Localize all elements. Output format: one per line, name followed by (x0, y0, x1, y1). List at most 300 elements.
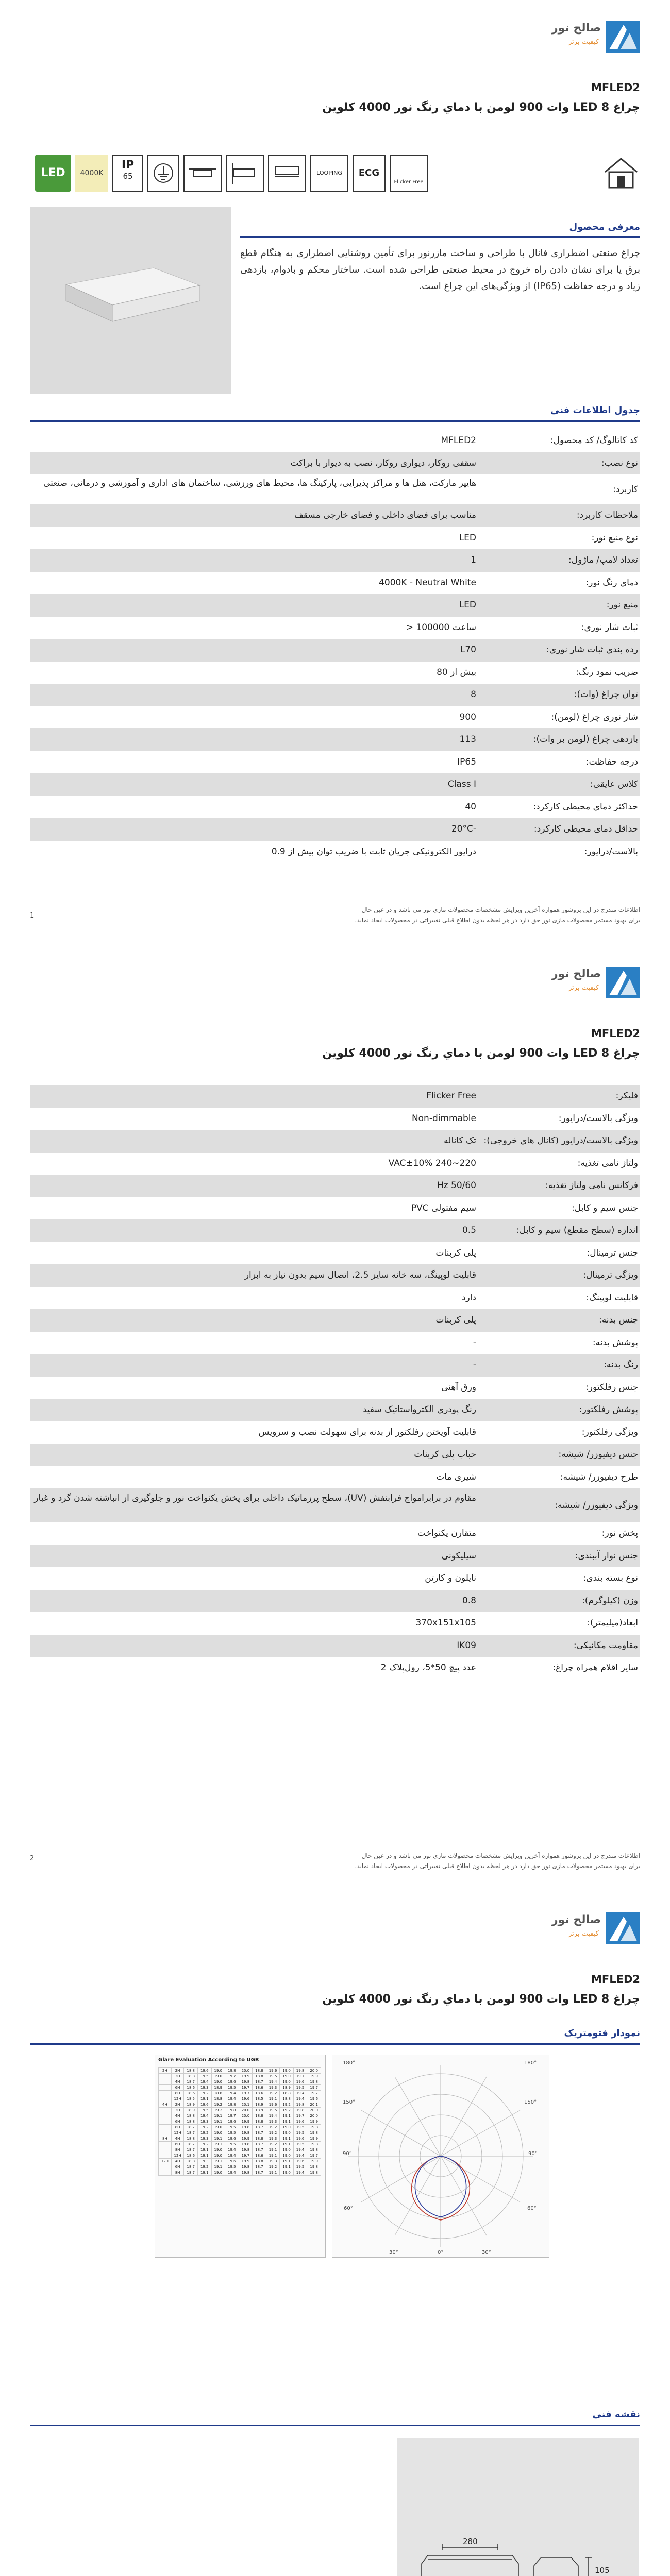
ugr-cell (159, 2108, 172, 2113)
spec-value: دارد (461, 1292, 476, 1303)
spec-row (30, 1657, 640, 1680)
ugr-cell: 19.8 (225, 2068, 239, 2074)
ugr-cell: 19.8 (307, 2147, 321, 2153)
polar-curve-svg (332, 2055, 549, 2257)
ugr-cell: 20.0 (307, 2113, 321, 2119)
ugr-cell: 18.7 (253, 2147, 266, 2153)
spec-value: IK09 (457, 1640, 476, 1651)
ugr-cell: 18.9 (184, 2108, 198, 2113)
ugr-cell: 19.1 (280, 2142, 294, 2147)
ugr-cell: 4H (159, 2102, 172, 2108)
spec-value: ساعت 100000 < (406, 622, 476, 633)
ugr-cell: 19.7 (239, 2085, 253, 2091)
spec-value: 900 (459, 711, 476, 722)
spec-row (30, 1567, 640, 1590)
spec-label: جنس سیم و کابل: (571, 1202, 638, 1213)
ugr-cell: 19.3 (266, 2136, 280, 2142)
ugr-row (159, 2108, 321, 2113)
spec-label: اندازه (سطح مقطع) سیم و کابل: (516, 1225, 638, 1235)
ugr-cell: 19.5 (197, 2074, 211, 2079)
spec-label: ویژگی بالاست/درایور: (558, 1113, 638, 1124)
ugr-row (159, 2102, 321, 2108)
spec-row (30, 1332, 640, 1354)
ugr-cell: 19.4 (225, 2096, 239, 2102)
spec-row (30, 796, 640, 819)
ugr-cell: 18.7 (253, 2142, 266, 2147)
ugr-cell: 19.8 (239, 2125, 253, 2130)
spec-table-page-2 (30, 1085, 640, 1680)
ugr-cell: 19.5 (293, 2085, 307, 2091)
product-photo (30, 207, 231, 394)
spec-row (30, 617, 640, 639)
spec-value: 8 (471, 689, 476, 700)
ugr-cell: 18.8 (184, 2119, 198, 2125)
spec-value: 220~240 VAC±10% (388, 1158, 476, 1168)
spec-label: ویژگی رفلکتور: (581, 1427, 638, 1437)
ugr-cell (159, 2164, 172, 2170)
house-icon (602, 155, 640, 192)
ugr-cell: 12H (171, 2096, 184, 2102)
ugr-cell: 19.1 (211, 2142, 225, 2147)
spec-value: قابلیت آویختن رفلکتور از بدنه برای سهولت نصب و سرویس (258, 1427, 476, 1437)
spec-label: شار نوری چراغ (لومن): (551, 711, 638, 722)
ugr-cell: 6H (171, 2142, 184, 2147)
ugr-cell: 6H (171, 2085, 184, 2091)
ugr-cell: 18.8 (184, 2113, 198, 2119)
polar-label-c: 150° (343, 2099, 356, 2105)
drawing-heading: نقشه فنی (592, 2409, 640, 2420)
product-code: MFLED2 (591, 81, 640, 94)
ugr-cell: 18.9 (184, 2102, 198, 2108)
ugr-cell: 19.4 (293, 2091, 307, 2096)
ugr-cell: 18.8 (253, 2159, 266, 2164)
spec-row (30, 474, 640, 504)
ugr-cell: 19.1 (266, 2153, 280, 2159)
ugr-cell: 18.7 (184, 2125, 198, 2130)
polar-label-f: 90° (528, 2151, 538, 2157)
technical-drawing (397, 2438, 639, 2576)
spec-value: MFLED2 (441, 435, 476, 446)
spec-value: 0.8 (462, 1595, 476, 1606)
spec-row (30, 572, 640, 595)
ugr-cell: 19.4 (293, 2170, 307, 2176)
ugr-cell: 18.8 (253, 2074, 266, 2079)
spec-value: - (473, 1360, 476, 1370)
ugr-cell: 19.8 (239, 2170, 253, 2176)
ugr-cell: 19.6 (293, 2119, 307, 2125)
polar-label-d: 150° (524, 2099, 537, 2105)
polar-label-h: 60° (527, 2206, 537, 2211)
ugr-cell: 19.5 (197, 2108, 211, 2113)
spec-value: LED (459, 532, 476, 543)
ugr-cell: 20.1 (239, 2102, 253, 2108)
ugr-cell: 19.8 (293, 2102, 307, 2108)
ugr-cell: 18.6 (184, 2091, 198, 2096)
ugr-cell: 2H (159, 2068, 172, 2074)
spec-value: قابلیت لوپینگ، سه خانه سایز 2.5، اتصال سیم بدون نیاز به ابزار (244, 1270, 476, 1280)
ugr-cell: 19.4 (225, 2170, 239, 2176)
ugr-cell: 19.4 (225, 2153, 239, 2159)
ugr-cell: 19.6 (266, 2102, 280, 2108)
ugr-cell: 19.2 (197, 2130, 211, 2136)
spec-label: نوع نصب: (601, 457, 638, 468)
looping-badge: LOOPING (310, 155, 348, 192)
ugr-cell: 19.8 (307, 2164, 321, 2170)
ugr-cell: 19.4 (225, 2091, 239, 2096)
ugr-cell (159, 2119, 172, 2125)
spec-value: پلی کربنات (435, 1315, 476, 1325)
ugr-cell: 19.8 (307, 2142, 321, 2147)
ugr-cell: 3H (171, 2108, 184, 2113)
dim-top-label: 280 (463, 2537, 478, 2546)
feature-icons (30, 155, 640, 193)
ugr-row (159, 2096, 321, 2102)
spec-row (30, 1264, 640, 1287)
ugr-row (159, 2113, 321, 2119)
ugr-cell: 19.8 (293, 2068, 307, 2074)
ugr-cell: 19.3 (266, 2159, 280, 2164)
spec-row (30, 706, 640, 729)
ugr-cell: 8H (171, 2147, 184, 2153)
spec-row (30, 1444, 640, 1466)
ugr-row (159, 2147, 321, 2153)
ugr-cell: 19.1 (211, 2164, 225, 2170)
ugr-cell: 19.1 (266, 2170, 280, 2176)
spec-value: حباب پلی کربنات (414, 1449, 476, 1460)
spec-value: سیلیکونی (441, 1550, 476, 1561)
ugr-cell: 18.8 (253, 2136, 266, 2142)
spec-value: بیش از 80 (437, 667, 476, 677)
ugr-cell: 19.1 (280, 2119, 294, 2125)
ugr-cell: 19.8 (239, 2164, 253, 2170)
ugr-cell: 19.7 (293, 2074, 307, 2079)
spec-label: وزن (کیلوگرم): (582, 1595, 638, 1606)
ugr-cell: 19.0 (280, 2147, 294, 2153)
intro-heading-rule (240, 236, 640, 238)
spec-value: نایلون و کارتن (425, 1573, 476, 1583)
spec-label: پوشش بدنه: (592, 1337, 638, 1348)
ugr-cell: 19.6 (293, 2159, 307, 2164)
brand-logo (528, 21, 640, 53)
ugr-cell (159, 2096, 172, 2102)
intro-heading: معرفی محصول (569, 222, 640, 232)
ugr-cell (159, 2085, 172, 2091)
ugr-cell: 19.9 (239, 2074, 253, 2079)
spec-label: حداکثر دمای محیطی کارکرد: (533, 801, 638, 812)
ugr-cell: 19.1 (280, 2159, 294, 2164)
ugr-cell: 19.7 (225, 2113, 239, 2119)
product-title: چراغ 8 LED وات 900 لومن با دماي رنگ نور 4000 کلوين (322, 1993, 640, 2006)
ugr-cell: 19.9 (239, 2159, 253, 2164)
spec-value: 0.5 (462, 1225, 476, 1235)
spec-row (30, 1466, 640, 1489)
polar-label-b: 180° (524, 2060, 537, 2066)
spec-value: ورق آهنی (441, 1382, 476, 1393)
ugr-row (159, 2130, 321, 2136)
ugr-cell: 18.8 (211, 2091, 225, 2096)
ugr-cell: 18.9 (280, 2085, 294, 2091)
spec-row (30, 662, 640, 684)
spec-label: جنس رفلکتور: (585, 1382, 638, 1393)
spec-row (30, 1242, 640, 1265)
ugr-cell: 18.7 (184, 2079, 198, 2085)
ugr-cell: 19.1 (211, 2159, 225, 2164)
ugr-cell: 19.3 (266, 2085, 280, 2091)
ugr-cell: 19.5 (225, 2142, 239, 2147)
spec-row (30, 1635, 640, 1657)
ugr-row (159, 2091, 321, 2096)
ugr-cell: 19.0 (211, 2153, 225, 2159)
spec-row (30, 639, 640, 662)
ip-badge: IP 65 (112, 155, 143, 192)
spec-row (30, 1153, 640, 1175)
spec-row (30, 1085, 640, 1108)
ugr-cell: 19.6 (266, 2068, 280, 2074)
ugr-row (159, 2136, 321, 2142)
spec-row (30, 1590, 640, 1613)
ugr-cell: 19.2 (211, 2102, 225, 2108)
ugr-cell: 19.8 (293, 2108, 307, 2113)
ecg-badge: ECG (353, 155, 386, 192)
ugr-cell: 19.1 (211, 2113, 225, 2119)
brand-logo (528, 1912, 640, 1944)
ugr-cell: 6H (171, 2164, 184, 2170)
ugr-row (159, 2164, 321, 2170)
spec-label: بالاست/درایور: (584, 846, 638, 857)
ugr-cell: 19.6 (225, 2079, 239, 2085)
ugr-cell: 19.1 (266, 2096, 280, 2102)
ugr-cell: 19.5 (266, 2108, 280, 2113)
brand-subtitle: کیفیت برتر (568, 984, 599, 992)
spec-value: عدد پیچ 50*5، رول‌پلاک 2 (380, 1663, 476, 1673)
ugr-cell: 19.8 (239, 2079, 253, 2085)
ugr-cell: 19.5 (293, 2130, 307, 2136)
footer-text: اطلاعات مندرج در این بروشور همواره آخرین ویرایش مشخصات محصولات مازی نور می باشد و در عین حال برای بهبود مستمر محصولات مازی نور حق دارد در هر لحظه بدون اطلاع قبلی تغییراتی در محصولات ایجاد نماید. (355, 1852, 640, 1870)
spec-value: پلی کربنات (435, 1247, 476, 1258)
dim-height-label: 105 (595, 2566, 610, 2575)
ugr-cell: 19.0 (280, 2170, 294, 2176)
spec-label: نوع بسته بندی: (583, 1573, 638, 1583)
spec-row (30, 1421, 640, 1444)
ugr-cell: 19.6 (307, 2096, 321, 2102)
ugr-cell: 19.4 (197, 2113, 211, 2119)
logo-icon (606, 21, 640, 53)
spec-value: 40 (465, 801, 476, 812)
ugr-cell: 19.7 (225, 2074, 239, 2079)
spec-value: هایپر مارکت، هتل ها و مراکز پذیرایی، پارکینگ ها، محیط های ورزشی، ساختمان های اداری و آموزشی و درمانی، صنعتی (43, 478, 476, 488)
ugr-cell: 18.8 (280, 2091, 294, 2096)
spec-value: Non-dimmable (411, 1113, 476, 1124)
spec-label: ابعاد(میلیمتر): (587, 1618, 638, 1628)
ceiling-mount-icon (183, 155, 222, 192)
spec-value: سقفی روکار، دیواری روکار، نصب به دیوار با براکت (290, 457, 476, 468)
ugr-cell: 18.8 (280, 2096, 294, 2102)
brand-subtitle: کیفیت برتر (568, 1930, 599, 1938)
ugr-cell: 18.9 (253, 2102, 266, 2108)
spec-value: 4000K - Neutral White (379, 577, 476, 588)
product-title: چراغ 8 LED وات 900 لومن با دماي رنگ نور 4000 کلوين (322, 1047, 640, 1060)
ugr-row (159, 2142, 321, 2147)
ugr-cell: 19.4 (293, 2153, 307, 2159)
ugr-row (159, 2153, 321, 2159)
ugr-table-image (155, 2055, 326, 2258)
ugr-cell: 18.7 (184, 2147, 198, 2153)
spec-row (30, 430, 640, 452)
spec-row (30, 773, 640, 796)
ugr-cell: 19.1 (266, 2147, 280, 2153)
spec-table-page-1 (30, 430, 640, 863)
spec-label: حداقل دمای محیطی کارکرد: (533, 824, 638, 834)
spec-value: 113 (459, 734, 476, 744)
ugr-cell: 19.2 (266, 2091, 280, 2096)
ugr-cell: 19.0 (211, 2068, 225, 2074)
spec-label: ضریب نمود رنگ: (576, 667, 638, 677)
ugr-cell (159, 2142, 172, 2147)
spec-row (30, 1175, 640, 1197)
page-2 (0, 946, 670, 1892)
ugr-cell: 19.0 (211, 2130, 225, 2136)
product-code: MFLED2 (591, 1973, 640, 1986)
ugr-cell: 19.2 (266, 2164, 280, 2170)
spec-row (30, 504, 640, 527)
ugr-cell: 19.8 (239, 2142, 253, 2147)
ugr-cell: 19.9 (307, 2159, 321, 2164)
ugr-cell: 19.0 (280, 2074, 294, 2079)
footer-text: اطلاعات مندرج در این بروشور همواره آخرین ویرایش مشخصات محصولات مازی نور می باشد و در عین حال برای بهبود مستمر محصولات مازی نور حق دارد در هر لحظه بدون اطلاع قبلی تغییراتی در محصولات ایجاد نماید. (355, 906, 640, 924)
spec-label: دمای رنگ نور: (585, 577, 638, 588)
spec-value: سیم مفتولی PVC (411, 1202, 476, 1213)
ugr-cell: 19.0 (280, 2079, 294, 2085)
page-3 (0, 1892, 670, 2576)
ugr-cell: 20.0 (239, 2113, 253, 2119)
polar-label-j: 0° (438, 2250, 444, 2256)
ugr-cell: 20.0 (239, 2068, 253, 2074)
ugr-cell: 19.8 (307, 2130, 321, 2136)
spec-value: Class I (447, 779, 476, 789)
ugr-cell: 19.6 (293, 2136, 307, 2142)
ugr-cell: 19.8 (239, 2147, 253, 2153)
spec-row (30, 684, 640, 706)
spec-row (30, 841, 640, 863)
ugr-cell: 18.7 (184, 2170, 198, 2176)
spec-label: کد کاتالوگ/ کد محصول: (550, 435, 638, 446)
ugr-cell: 19.4 (225, 2147, 239, 2153)
ugr-cell: 20.1 (307, 2102, 321, 2108)
ugr-cell: 8H (171, 2170, 184, 2176)
ugr-cell (159, 2125, 172, 2130)
product-code: MFLED2 (591, 1027, 640, 1040)
ugr-cell: 19.9 (307, 2136, 321, 2142)
ugr-cell: 19.5 (225, 2125, 239, 2130)
spec-value: - (473, 1337, 476, 1348)
ugr-cell: 19.3 (197, 2119, 211, 2125)
spec-row (30, 1545, 640, 1568)
ugr-cell: 18.6 (184, 2153, 198, 2159)
ugr-table (158, 2067, 321, 2176)
ugr-cell: 19.2 (197, 2142, 211, 2147)
ugr-cell: 19.2 (266, 2142, 280, 2147)
spec-row (30, 452, 640, 475)
ugr-cell: 19.6 (239, 2096, 253, 2102)
ugr-cell: 19.2 (197, 2125, 211, 2130)
brand-name: صالح نور (551, 968, 601, 980)
ugr-cell: 19.3 (197, 2159, 211, 2164)
ugr-cell: 19.3 (197, 2085, 211, 2091)
ugr-cell: 19.9 (307, 2119, 321, 2125)
spec-label: نوع منبع نور: (591, 532, 638, 543)
ugr-cell: 18.7 (184, 2142, 198, 2147)
ugr-cell: 19.2 (266, 2130, 280, 2136)
ugr-cell: 18.7 (253, 2164, 266, 2170)
spec-value: شیری مات (436, 1471, 476, 1482)
ugr-cell: 4H (171, 2136, 184, 2142)
ugr-cell: 19.0 (211, 2147, 225, 2153)
ugr-cell: 19.1 (211, 2119, 225, 2125)
ugr-cell: 19.3 (266, 2119, 280, 2125)
luminaire-image (30, 207, 231, 394)
spec-label: پوشش رفلکتور: (579, 1404, 638, 1415)
spec-row (30, 1108, 640, 1130)
ugr-cell: 8H (171, 2125, 184, 2130)
cct-badge: 4000K (75, 155, 108, 192)
ugr-cell: 19.0 (280, 2153, 294, 2159)
brand-name: صالح نور (551, 1913, 601, 1926)
ugr-cell: 18.8 (211, 2096, 225, 2102)
ugr-cell: 19.8 (307, 2079, 321, 2085)
drawing-heading-rule (30, 2425, 640, 2426)
polar-label-i: 30° (389, 2250, 398, 2256)
ugr-cell (159, 2170, 172, 2176)
ugr-cell: 19.4 (266, 2079, 280, 2085)
ugr-cell: 6H (171, 2119, 184, 2125)
ugr-cell: 18.7 (184, 2164, 198, 2170)
ugr-cell: 19.1 (197, 2153, 211, 2159)
ground-icon (147, 155, 179, 192)
spec-label: رده بندی ثبات شار نوری: (546, 645, 638, 655)
spec-label: سایر اقلام همراه چراغ: (552, 1663, 638, 1673)
ugr-cell: 18.6 (184, 2085, 198, 2091)
ugr-cell: 18.6 (253, 2091, 266, 2096)
spec-row (30, 1130, 640, 1153)
ugr-cell: 18.9 (211, 2085, 225, 2091)
ugr-cell: 19.0 (280, 2125, 294, 2130)
ugr-cell: 18.5 (184, 2096, 198, 2102)
ugr-cell: 18.9 (253, 2108, 266, 2113)
ugr-cell: 19.1 (197, 2096, 211, 2102)
ugr-cell: 19.5 (293, 2164, 307, 2170)
photometric-heading: نمودار فتومتریک (564, 2028, 640, 2039)
ugr-cell: 4H (171, 2079, 184, 2085)
spec-value: 50/60 Hz (437, 1180, 476, 1191)
ugr-cell: 18.8 (184, 2068, 198, 2074)
ugr-cell: 12H (171, 2130, 184, 2136)
spec-label: جنس دیفیوزر/ شیشه: (558, 1449, 638, 1460)
spec-label: تعداد لامپ/ ماژول: (568, 555, 638, 565)
spec-row (30, 1522, 640, 1545)
spec-label: رنگ بدنه: (604, 1360, 638, 1370)
ugr-cell: 2H (171, 2068, 184, 2074)
ugr-cell: 20.0 (239, 2108, 253, 2113)
ugr-cell: 19.8 (225, 2102, 239, 2108)
ugr-cell: 19.5 (293, 2142, 307, 2147)
ugr-row (159, 2068, 321, 2074)
ugr-cell: 8H (159, 2136, 172, 2142)
ugr-cell: 18.6 (253, 2085, 266, 2091)
ugr-cell: 19.5 (225, 2085, 239, 2091)
ugr-cell: 19.0 (280, 2068, 294, 2074)
ugr-row (159, 2085, 321, 2091)
ugr-cell (159, 2079, 172, 2085)
